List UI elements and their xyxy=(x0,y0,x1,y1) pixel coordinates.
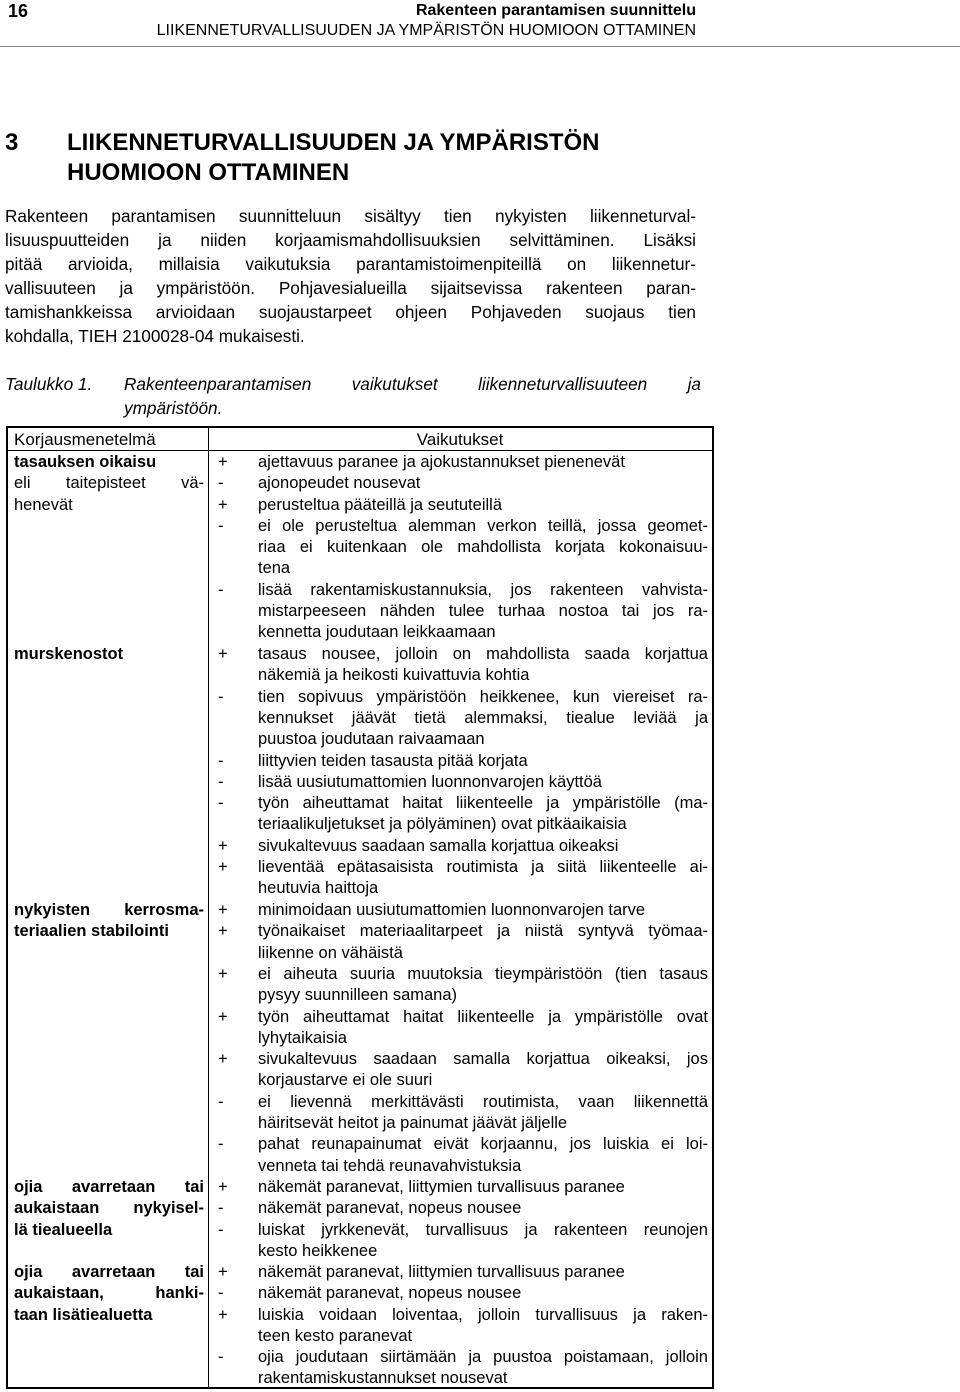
plus-sign: + xyxy=(218,922,228,941)
effect-line: luiskia voidaan loiventaa, jolloin turvallisuus ja raken- xyxy=(258,1305,708,1324)
column-divider xyxy=(208,428,209,1387)
effect-text xyxy=(258,452,708,473)
page-number: 16 xyxy=(8,1,29,21)
minus-sign: - xyxy=(218,1135,224,1154)
effect-text xyxy=(258,1262,708,1283)
effect-line: kesto heikkenee xyxy=(258,1241,378,1260)
effect-line: näkemät paranevat, liittymien turvallisuus paranee xyxy=(258,1178,625,1196)
plus-sign: + xyxy=(218,836,228,855)
method-line: aukaistaan, hanki- xyxy=(14,1284,204,1303)
effect-text xyxy=(258,1305,708,1348)
method-line: murskenostot xyxy=(14,645,124,663)
effect-line: lisää rakentamiskustannuksia, jos rakenteen vahvista- xyxy=(258,580,708,599)
method-line: taan lisätiealuetta xyxy=(14,1305,153,1324)
minus-sign: - xyxy=(218,1092,224,1111)
minus-sign: - xyxy=(218,1199,224,1218)
effect-line: ei lievennä merkittävästi routimista, vaan liikennettä xyxy=(258,1092,708,1111)
effect-line: työnaikaiset materiaalitarpeet ja niistä syntyvä työmaa- xyxy=(258,922,708,941)
effect-line: näkemät paranevat, nopeus nousee xyxy=(258,1199,522,1218)
caption-line: ympäristöön. xyxy=(124,398,223,418)
effect-line: lyhytaikaisia xyxy=(258,1028,347,1047)
paragraph-line: lisuuspuutteiden ja niiden korjaamismahdollisuuksien selvittäminen. Lisäksi xyxy=(5,230,696,251)
effect-line: tena xyxy=(258,559,291,578)
effect-line: ajettavuus paranee ja ajokustannukset pienenevät xyxy=(258,453,625,471)
plus-sign: + xyxy=(218,964,228,983)
effect-line: teen kesto paranevat xyxy=(258,1326,413,1345)
method-line: ojia avarretaan tai xyxy=(14,1178,204,1196)
method-line: nykyisten kerrosma- xyxy=(14,901,204,919)
plus-sign: + xyxy=(218,858,228,876)
caption-label: Taulukko 1. xyxy=(5,374,93,394)
effect-text xyxy=(258,1007,708,1050)
plus-sign: + xyxy=(218,1178,228,1196)
effect-text xyxy=(258,921,708,964)
header-divider xyxy=(0,46,960,47)
paragraph-line: vallisuuteen ja ympäristöön. Pohjavesialueilla sijaitsevissa rakenteen paran- xyxy=(5,278,696,299)
minus-sign: - xyxy=(218,1220,224,1239)
effect-line: ei aiheuta suuria muutoksia tieympäristöön (tien tasaus xyxy=(258,964,708,983)
method-line: teriaalien stabilointi xyxy=(14,922,169,941)
effect-text xyxy=(258,964,708,1007)
effect-line: häiritsevät heitot ja painumat jäävät jäljelle xyxy=(258,1113,568,1132)
plus-sign: + xyxy=(218,1305,228,1324)
effect-text xyxy=(258,1198,708,1219)
effects-table xyxy=(6,426,714,1389)
body-paragraph xyxy=(5,204,696,349)
effect-line: näkemät paranevat, nopeus nousee xyxy=(258,1284,522,1303)
paragraph-line: kohdalla, TIEH 2100028-04 mukaisesti. xyxy=(5,326,305,347)
plus-sign: + xyxy=(218,453,228,471)
header-row-divider xyxy=(8,450,712,451)
effect-line: liittyvien teiden tasausta pitää korjata xyxy=(258,751,528,770)
effect-line: pysyy suunnilleen samana) xyxy=(258,986,458,1005)
section-title-line: LIIKENNETURVALLISUUDEN JA YMPÄRISTÖN xyxy=(67,129,600,156)
method-cell xyxy=(14,1177,204,1241)
effect-text xyxy=(258,836,708,857)
effect-text xyxy=(258,1220,708,1263)
method-cell xyxy=(14,900,204,943)
plus-sign: + xyxy=(218,1263,228,1281)
effect-text xyxy=(258,495,708,516)
running-header-subtitle: LIIKENNETURVALLISUUDEN JA YMPÄRISTÖN HUOMIOON OTTAMINEN xyxy=(156,22,696,39)
effect-line: sivukaltevuus saadaan samalla korjattua oikeaksi xyxy=(258,836,619,855)
effect-line: teriaalikuljetukset ja pölyäminen) ovat pitkäaikaisia xyxy=(258,815,627,834)
method-line: eli taitepisteet vä- xyxy=(14,474,204,493)
effect-text xyxy=(258,793,708,836)
effect-text xyxy=(258,516,708,580)
effect-text xyxy=(258,1347,708,1390)
method-line: henevät xyxy=(14,495,73,514)
method-cell xyxy=(14,644,204,665)
caption-text xyxy=(124,372,701,420)
section-title xyxy=(67,128,787,188)
paragraph-line: Rakenteen parantamisen suunnitteluun sisältyy tien nykyisten liikenneturval- xyxy=(5,206,696,226)
effect-line: minimoidaan uusiutumattomien luonnonvarojen tarve xyxy=(258,901,646,919)
method-line: ojia avarretaan tai xyxy=(14,1263,204,1281)
column-header-effects: Vaikutukset xyxy=(416,430,504,449)
effect-line: pahat reunapainumat eivät korjaannu, jos luiskia ei loi- xyxy=(258,1135,708,1154)
paragraph-line: tamishankkeissa arvioidaan suojaustarpeet ohjeen Pohjaveden suojaus tien xyxy=(5,302,696,323)
effect-line: näkemät paranevat, liittymien turvallisuus paranee xyxy=(258,1263,625,1281)
effect-line: perusteltua pääteillä ja seututeillä xyxy=(258,495,502,514)
effect-text xyxy=(258,751,708,772)
method-cell xyxy=(14,1262,204,1326)
paragraph-line: pitää arvioida, millaisia vaikutuksia parantamistoimenpiteillä on liikennetur- xyxy=(5,254,696,275)
effect-text xyxy=(258,644,708,687)
effect-text xyxy=(258,473,708,494)
minus-sign: - xyxy=(218,687,224,706)
effect-text xyxy=(258,687,708,751)
effect-line: lisää uusiutumattomien luonnonvarojen käyttöä xyxy=(258,772,602,791)
effect-line: puustoa joudutaan raivaamaan xyxy=(258,730,485,749)
effect-line: venneta tai tehdä reunavahvistuksia xyxy=(258,1156,522,1175)
method-line: aukaistaan nykyisel- xyxy=(14,1199,204,1218)
effect-line: tasaus nousee, jolloin on mahdollista saada korjattua xyxy=(258,645,708,663)
effect-line: tien sopivuus ympäristöön heikkenee, kun viereiset ra- xyxy=(258,687,708,706)
effect-text xyxy=(258,857,708,900)
minus-sign: - xyxy=(218,516,224,535)
method-cell xyxy=(14,452,204,516)
effect-line: luiskat jyrkkenevät, turvallisuus ja rakenteen reunojen xyxy=(258,1220,708,1239)
method-line: lä tiealueella xyxy=(14,1220,113,1239)
effect-line: korjaustarve ei ole suuri xyxy=(258,1071,433,1090)
column-header-method: Korjausmenetelmä xyxy=(14,430,156,449)
effect-line: riaa ei kuitenkaan ole mahdollista korjata kokonaisuu- xyxy=(258,538,708,557)
effect-text xyxy=(258,1177,708,1198)
minus-sign: - xyxy=(218,772,224,791)
effect-line: ei ole perusteltua alemman verkon teillä, jossa geomet- xyxy=(258,516,708,535)
plus-sign: + xyxy=(218,901,228,919)
effect-line: rakentamiskustannukset nousevat xyxy=(258,1369,508,1388)
effect-line: työn aiheuttamat haitat liikenteelle ja ympäristölle (ma- xyxy=(258,794,708,813)
effect-text xyxy=(258,1049,708,1092)
effect-text xyxy=(258,1283,708,1304)
effect-text xyxy=(258,580,708,644)
effect-line: sivukaltevuus saadaan samalla korjattua oikeaksi, jos xyxy=(258,1050,708,1069)
plus-sign: + xyxy=(218,1050,228,1069)
plus-sign: + xyxy=(218,1007,228,1026)
effect-text xyxy=(258,1134,708,1177)
effect-line: kennetta joudutaan leikkaamaan xyxy=(258,623,496,642)
section-number: 3 xyxy=(5,129,19,156)
section-title-line: HUOMIOON OTTAMINEN xyxy=(67,159,350,186)
minus-sign: - xyxy=(218,1348,224,1367)
effect-line: työn aiheuttamat haitat liikenteelle ja ympäristölle ovat xyxy=(258,1007,708,1026)
effect-text xyxy=(258,900,708,921)
effect-line: ajonopeudet nousevat xyxy=(258,474,421,493)
plus-sign: + xyxy=(218,495,228,514)
effect-line: mistarpeeseen nähden tulee turhaa nostoa tai jos ra- xyxy=(258,602,708,621)
method-line: tasauksen oikaisu xyxy=(14,453,157,471)
effect-text xyxy=(258,1092,708,1135)
effect-line: kennukset jäävät tietä alemmaksi, tiealue leviää ja xyxy=(258,708,708,727)
effect-line: ojia joudutaan siirtämään ja puustoa poistamaan, jolloin xyxy=(258,1348,708,1367)
running-header-title: Rakenteen parantamisen suunnittelu xyxy=(415,2,696,19)
effect-text xyxy=(258,772,708,793)
effect-line: liikenne on vähäistä xyxy=(258,943,403,962)
minus-sign: - xyxy=(218,1284,224,1303)
caption-line: Rakenteenparantamisen vaikutukset liikenneturvallisuuteen ja xyxy=(124,374,701,394)
plus-sign: + xyxy=(218,645,228,663)
effect-line: heutuvia haittoja xyxy=(258,879,379,898)
minus-sign: - xyxy=(218,474,224,493)
effect-line: lieventää epätasaisista routimista ja siitä liikenteelle ai- xyxy=(258,858,708,876)
minus-sign: - xyxy=(218,751,224,770)
minus-sign: - xyxy=(218,794,224,813)
effect-line: näkemiä ja heikosti kuivattuvia kohtia xyxy=(258,666,530,685)
minus-sign: - xyxy=(218,580,224,599)
